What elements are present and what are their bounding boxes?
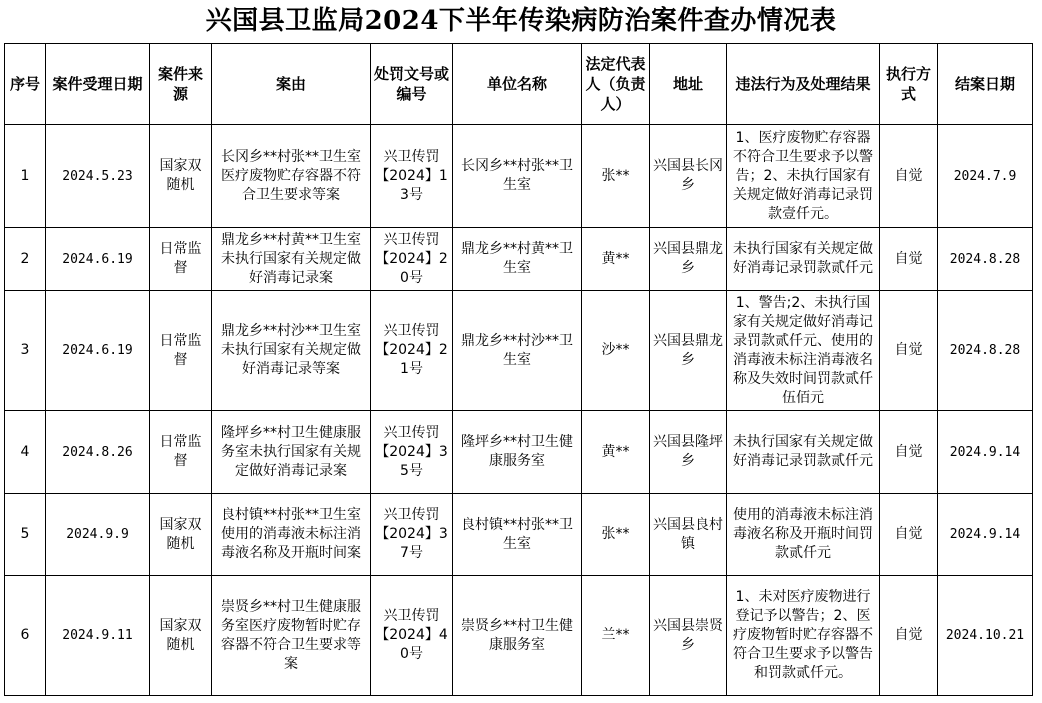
cell-exec: 自觉 xyxy=(880,125,938,228)
cell-date: 2024.8.26 xyxy=(46,411,150,494)
cell-unit: 崇贤乡**村卫生健康服务室 xyxy=(453,576,582,696)
table-row xyxy=(5,228,1033,291)
table-row xyxy=(5,494,1033,576)
cell-rep: 黄** xyxy=(582,411,650,494)
header-exec: 执行方式 xyxy=(880,44,938,125)
cell-seq: 5 xyxy=(5,494,46,576)
cell-result: 1、警告;2、未执行国家有关规定做好消毒记录罚款贰仟元、使用的消毒液未标注消毒液名称及失效时间罚款贰仟伍佰元 xyxy=(727,291,880,411)
cell-exec: 自觉 xyxy=(880,494,938,576)
cell-rep: 张** xyxy=(582,125,650,228)
cell-date: 2024.9.9 xyxy=(46,494,150,576)
cell-unit: 鼎龙乡**村沙**卫生室 xyxy=(453,291,582,411)
cell-date: 2024.9.11 xyxy=(46,576,150,696)
cell-seq: 3 xyxy=(5,291,46,411)
cell-addr: 兴国县良村镇 xyxy=(650,494,727,576)
cell-addr: 兴国县长冈乡 xyxy=(650,125,727,228)
cell-doc: 兴卫传罚【2024】20号 xyxy=(371,228,453,291)
case-table xyxy=(4,43,1033,696)
table-row xyxy=(5,576,1033,696)
cell-seq: 1 xyxy=(5,125,46,228)
cell-addr: 兴国县鼎龙乡 xyxy=(650,291,727,411)
table-row xyxy=(5,125,1033,228)
cell-seq: 4 xyxy=(5,411,46,494)
cell-addr: 兴国县鼎龙乡 xyxy=(650,228,727,291)
header-rep: 法定代表人（负责人） xyxy=(582,44,650,125)
header-row xyxy=(5,44,1033,125)
cell-result: 使用的消毒液未标注消毒液名称及开瓶时间罚款贰仟元 xyxy=(727,494,880,576)
cell-exec: 自觉 xyxy=(880,291,938,411)
cell-result: 1、未对医疗废物进行登记予以警告；2、医疗废物暂时贮存容器不符合卫生要求予以警告和罚款贰仟元。 xyxy=(727,576,880,696)
cell-date: 2024.5.23 xyxy=(46,125,150,228)
cell-source: 日常监督 xyxy=(150,291,212,411)
cell-seq: 6 xyxy=(5,576,46,696)
header-cause: 案由 xyxy=(212,44,371,125)
cell-cause: 隆坪乡**村卫生健康服务室未执行国家有关规定做好消毒记录案 xyxy=(212,411,371,494)
cell-rep: 张** xyxy=(582,494,650,576)
page-title: 兴国县卫监局2024下半年传染病防治案件查办情况表 xyxy=(205,6,837,36)
cell-cause: 长冈乡**村张**卫生室医疗废物贮存容器不符合卫生要求等案 xyxy=(212,125,371,228)
cell-source: 国家双随机 xyxy=(150,576,212,696)
cell-result: 1、医疗废物贮存容器不符合卫生要求予以警告；2、未执行国家有关规定做好消毒记录罚款壹仟元。 xyxy=(727,125,880,228)
cell-rep: 沙** xyxy=(582,291,650,411)
header-source: 案件来源 xyxy=(150,44,212,125)
cell-doc: 兴卫传罚【2024】35号 xyxy=(371,411,453,494)
cell-addr: 兴国县崇贤乡 xyxy=(650,576,727,696)
cell-seq: 2 xyxy=(5,228,46,291)
cell-source: 日常监督 xyxy=(150,411,212,494)
cell-unit: 隆坪乡**村卫生健康服务室 xyxy=(453,411,582,494)
cell-close: 2024.10.21 xyxy=(938,576,1033,696)
cell-unit: 鼎龙乡**村黄**卫生室 xyxy=(453,228,582,291)
header-result: 违法行为及处理结果 xyxy=(727,44,880,125)
cell-exec: 自觉 xyxy=(880,576,938,696)
header-close: 结案日期 xyxy=(938,44,1033,125)
cell-exec: 自觉 xyxy=(880,411,938,494)
header-date: 案件受理日期 xyxy=(46,44,150,125)
cell-doc: 兴卫传罚【2024】40号 xyxy=(371,576,453,696)
cell-source: 日常监督 xyxy=(150,228,212,291)
cell-source: 国家双随机 xyxy=(150,494,212,576)
cell-doc: 兴卫传罚【2024】13号 xyxy=(371,125,453,228)
cell-rep: 兰** xyxy=(582,576,650,696)
cell-exec: 自觉 xyxy=(880,228,938,291)
cell-cause: 鼎龙乡**村黄**卫生室未执行国家有关规定做好消毒记录案 xyxy=(212,228,371,291)
cell-doc: 兴卫传罚【2024】37号 xyxy=(371,494,453,576)
cell-cause: 良村镇**村张**卫生室使用的消毒液未标注消毒液名称及开瓶时间案 xyxy=(212,494,371,576)
cell-close: 2024.9.14 xyxy=(938,494,1033,576)
cell-unit: 长冈乡**村张**卫生室 xyxy=(453,125,582,228)
cell-close: 2024.7.9 xyxy=(938,125,1033,228)
table-row xyxy=(5,411,1033,494)
header-addr: 地址 xyxy=(650,44,727,125)
cell-close: 2024.8.28 xyxy=(938,228,1033,291)
header-unit: 单位名称 xyxy=(453,44,582,125)
cell-close: 2024.8.28 xyxy=(938,291,1033,411)
cell-unit: 良村镇**村张**卫生室 xyxy=(453,494,582,576)
cell-date: 2024.6.19 xyxy=(46,291,150,411)
cell-addr: 兴国县隆坪乡 xyxy=(650,411,727,494)
cell-close: 2024.9.14 xyxy=(938,411,1033,494)
header-doc: 处罚文号或编号 xyxy=(371,44,453,125)
cell-doc: 兴卫传罚【2024】21号 xyxy=(371,291,453,411)
cell-cause: 崇贤乡**村卫生健康服务室医疗废物暂时贮存容器不符合卫生要求等案 xyxy=(212,576,371,696)
header-seq: 序号 xyxy=(5,44,46,125)
cell-cause: 鼎龙乡**村沙**卫生室未执行国家有关规定做好消毒记录等案 xyxy=(212,291,371,411)
cell-source: 国家双随机 xyxy=(150,125,212,228)
table-row xyxy=(5,291,1033,411)
cell-date: 2024.6.19 xyxy=(46,228,150,291)
cell-result: 未执行国家有关规定做好消毒记录罚款贰仟元 xyxy=(727,411,880,494)
cell-result: 未执行国家有关规定做好消毒记录罚款贰仟元 xyxy=(727,228,880,291)
cell-rep: 黄** xyxy=(582,228,650,291)
